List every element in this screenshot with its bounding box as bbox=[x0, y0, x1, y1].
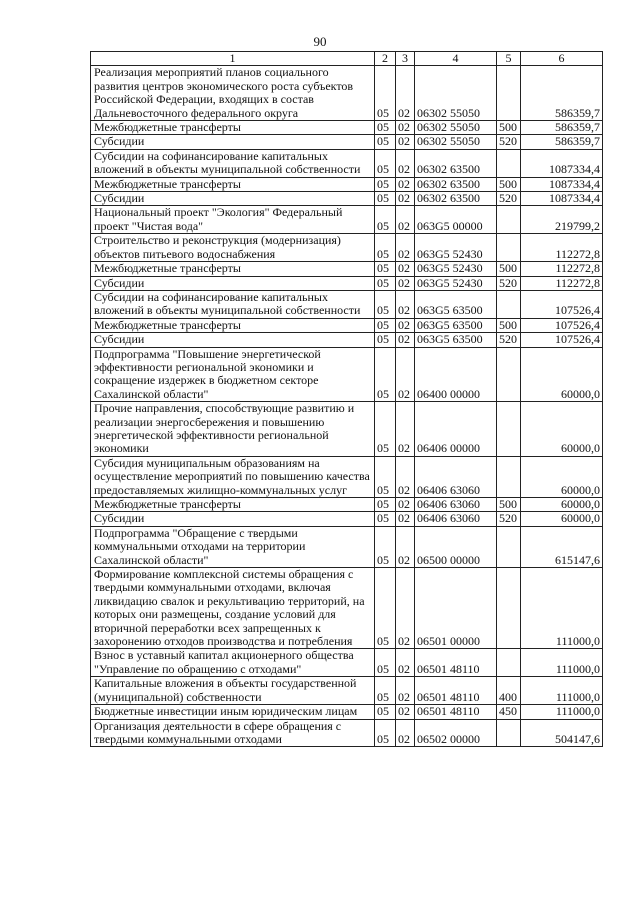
amount: 60000,0 bbox=[521, 512, 603, 526]
page-number: 90 bbox=[313, 34, 327, 49]
section-code: 05 bbox=[375, 206, 396, 234]
target-article-code: 06406 00000 bbox=[415, 402, 497, 457]
table-row bbox=[91, 318, 603, 332]
section-code: 05 bbox=[375, 262, 396, 276]
subsection-code: 02 bbox=[396, 66, 415, 121]
expense-type-code: 500 bbox=[497, 262, 521, 276]
expense-type-code bbox=[497, 206, 521, 234]
table-row bbox=[91, 649, 603, 677]
subsection-code: 02 bbox=[396, 149, 415, 177]
row-name: Субсидия муниципальным образованиям на осуществление мероприятий по повышению качества предоставляемых жилищно-коммунальных услуг bbox=[91, 456, 375, 497]
target-article-code: 06502 00000 bbox=[415, 719, 497, 747]
subsection-code: 02 bbox=[396, 526, 415, 567]
row-name: Межбюджетные трансферты bbox=[91, 177, 375, 191]
row-name: Межбюджетные трансферты bbox=[91, 121, 375, 135]
expense-type-code: 500 bbox=[497, 177, 521, 191]
section-code: 05 bbox=[375, 705, 396, 719]
table-row bbox=[91, 347, 603, 402]
header-cell: 6 bbox=[521, 52, 603, 66]
target-article-code: 063G5 63500 bbox=[415, 333, 497, 347]
row-name: Национальный проект "Экология" Федеральный проект "Чистая вода" bbox=[91, 206, 375, 234]
expense-type-code: 500 bbox=[497, 121, 521, 135]
table-row bbox=[91, 234, 603, 262]
expense-type-code: 500 bbox=[497, 318, 521, 332]
header-cell: 5 bbox=[497, 52, 521, 66]
expense-type-code: 520 bbox=[497, 276, 521, 290]
target-article-code: 06500 00000 bbox=[415, 526, 497, 567]
expense-type-code: 520 bbox=[497, 135, 521, 149]
section-code: 05 bbox=[375, 149, 396, 177]
amount: 112272,8 bbox=[521, 234, 603, 262]
target-article-code: 063G5 63500 bbox=[415, 290, 497, 318]
target-article-code: 06302 55050 bbox=[415, 135, 497, 149]
subsection-code: 02 bbox=[396, 234, 415, 262]
target-article-code: 06501 48110 bbox=[415, 649, 497, 677]
table-row bbox=[91, 276, 603, 290]
amount: 586359,7 bbox=[521, 135, 603, 149]
amount: 60000,0 bbox=[521, 402, 603, 457]
expense-type-code bbox=[497, 568, 521, 649]
target-article-code: 06501 00000 bbox=[415, 568, 497, 649]
amount: 1087334,4 bbox=[521, 177, 603, 191]
target-article-code: 063G5 00000 bbox=[415, 206, 497, 234]
row-name: Субсидии bbox=[91, 512, 375, 526]
row-name: Прочие направления, способствующие развитию и реализации энергосбережения и повышению энергетической эффективности региональной экономики bbox=[91, 402, 375, 457]
expense-type-code bbox=[497, 234, 521, 262]
expense-type-code: 500 bbox=[497, 498, 521, 512]
subsection-code: 02 bbox=[396, 512, 415, 526]
section-code: 05 bbox=[375, 568, 396, 649]
section-code: 05 bbox=[375, 456, 396, 497]
row-name: Строительство и реконструкция (модернизация) объектов питьевого водоснабжения bbox=[91, 234, 375, 262]
amount: 60000,0 bbox=[521, 456, 603, 497]
expense-type-code bbox=[497, 649, 521, 677]
subsection-code: 02 bbox=[396, 121, 415, 135]
subsection-code: 02 bbox=[396, 498, 415, 512]
target-article-code: 06406 63060 bbox=[415, 456, 497, 497]
header-row bbox=[91, 52, 603, 66]
row-name: Субсидии bbox=[91, 192, 375, 206]
row-name: Капитальные вложения в объекты государственной (муниципальной) собственности bbox=[91, 677, 375, 705]
table-row bbox=[91, 512, 603, 526]
row-name: Межбюджетные трансферты bbox=[91, 262, 375, 276]
amount: 586359,7 bbox=[521, 121, 603, 135]
amount: 1087334,4 bbox=[521, 149, 603, 177]
section-code: 05 bbox=[375, 135, 396, 149]
expense-type-code bbox=[497, 149, 521, 177]
table-row bbox=[91, 498, 603, 512]
amount: 112272,8 bbox=[521, 262, 603, 276]
amount: 504147,6 bbox=[521, 719, 603, 747]
expense-type-code: 520 bbox=[497, 512, 521, 526]
target-article-code: 06302 63500 bbox=[415, 192, 497, 206]
section-code: 05 bbox=[375, 402, 396, 457]
row-name: Субсидии bbox=[91, 333, 375, 347]
row-name: Формирование комплексной системы обращения с твердыми коммунальными отходами, включая ликвидацию свалок и рекультивацию территорий, на которых они размещены, создание условий для вторичной переработки всех запрещенных к захоронению отходов производства и потребления bbox=[91, 568, 375, 649]
table-row bbox=[91, 192, 603, 206]
target-article-code: 063G5 52430 bbox=[415, 276, 497, 290]
table-row bbox=[91, 66, 603, 121]
section-code: 05 bbox=[375, 512, 396, 526]
section-code: 05 bbox=[375, 276, 396, 290]
subsection-code: 02 bbox=[396, 333, 415, 347]
section-code: 05 bbox=[375, 333, 396, 347]
subsection-code: 02 bbox=[396, 206, 415, 234]
header-cell: 4 bbox=[415, 52, 497, 66]
target-article-code: 06501 48110 bbox=[415, 705, 497, 719]
header-cell: 3 bbox=[396, 52, 415, 66]
subsection-code: 02 bbox=[396, 677, 415, 705]
header-cell: 1 bbox=[91, 52, 375, 66]
section-code: 05 bbox=[375, 677, 396, 705]
table-row bbox=[91, 135, 603, 149]
table-row bbox=[91, 177, 603, 191]
section-code: 05 bbox=[375, 177, 396, 191]
table-row bbox=[91, 719, 603, 747]
table-row bbox=[91, 149, 603, 177]
table-row bbox=[91, 677, 603, 705]
amount: 107526,4 bbox=[521, 333, 603, 347]
header-cell: 2 bbox=[375, 52, 396, 66]
row-name: Субсидии на софинансирование капитальных вложений в объекты муниципальной собственности bbox=[91, 149, 375, 177]
section-code: 05 bbox=[375, 649, 396, 677]
subsection-code: 02 bbox=[396, 456, 415, 497]
section-code: 05 bbox=[375, 66, 396, 121]
section-code: 05 bbox=[375, 719, 396, 747]
table-row bbox=[91, 705, 603, 719]
expense-type-code bbox=[497, 526, 521, 567]
subsection-code: 02 bbox=[396, 276, 415, 290]
target-article-code: 063G5 52430 bbox=[415, 262, 497, 276]
row-name: Субсидии на софинансирование капитальных вложений в объекты муниципальной собственности bbox=[91, 290, 375, 318]
target-article-code: 06302 55050 bbox=[415, 121, 497, 135]
expense-type-code bbox=[497, 66, 521, 121]
row-name: Взнос в уставный капитал акционерного общества "Управление по обращению с отходами" bbox=[91, 649, 375, 677]
row-name: Организация деятельности в сфере обращения с твердыми коммунальными отходами bbox=[91, 719, 375, 747]
amount: 60000,0 bbox=[521, 498, 603, 512]
subsection-code: 02 bbox=[396, 177, 415, 191]
section-code: 05 bbox=[375, 347, 396, 402]
amount: 107526,4 bbox=[521, 290, 603, 318]
table-row bbox=[91, 568, 603, 649]
amount: 107526,4 bbox=[521, 318, 603, 332]
target-article-code: 06406 63060 bbox=[415, 498, 497, 512]
section-code: 05 bbox=[375, 526, 396, 567]
row-name: Межбюджетные трансферты bbox=[91, 498, 375, 512]
section-code: 05 bbox=[375, 121, 396, 135]
section-code: 05 bbox=[375, 318, 396, 332]
subsection-code: 02 bbox=[396, 262, 415, 276]
amount: 60000,0 bbox=[521, 347, 603, 402]
table-row bbox=[91, 456, 603, 497]
table-row bbox=[91, 290, 603, 318]
subsection-code: 02 bbox=[396, 719, 415, 747]
amount: 112272,8 bbox=[521, 276, 603, 290]
expense-type-code: 520 bbox=[497, 333, 521, 347]
amount: 111000,0 bbox=[521, 568, 603, 649]
target-article-code: 063G5 52430 bbox=[415, 234, 497, 262]
subsection-code: 02 bbox=[396, 192, 415, 206]
expense-type-code: 520 bbox=[497, 192, 521, 206]
target-article-code: 06302 55050 bbox=[415, 66, 497, 121]
expense-type-code: 450 bbox=[497, 705, 521, 719]
amount: 1087334,4 bbox=[521, 192, 603, 206]
subsection-code: 02 bbox=[396, 649, 415, 677]
target-article-code: 06302 63500 bbox=[415, 177, 497, 191]
amount: 111000,0 bbox=[521, 649, 603, 677]
amount: 615147,6 bbox=[521, 526, 603, 567]
expense-type-code bbox=[497, 719, 521, 747]
row-name: Реализация мероприятий планов социального развития центров экономического роста субъектов Российской Федерации, входящих в состав Дальневосточного федерального округа bbox=[91, 66, 375, 121]
target-article-code: 06406 63060 bbox=[415, 512, 497, 526]
row-name: Субсидии bbox=[91, 135, 375, 149]
subsection-code: 02 bbox=[396, 402, 415, 457]
section-code: 05 bbox=[375, 290, 396, 318]
target-article-code: 06302 63500 bbox=[415, 149, 497, 177]
expense-type-code bbox=[497, 402, 521, 457]
expense-type-code bbox=[497, 290, 521, 318]
amount: 111000,0 bbox=[521, 677, 603, 705]
table-row bbox=[91, 206, 603, 234]
section-code: 05 bbox=[375, 498, 396, 512]
subsection-code: 02 bbox=[396, 705, 415, 719]
subsection-code: 02 bbox=[396, 318, 415, 332]
expense-type-code: 400 bbox=[497, 677, 521, 705]
table-row bbox=[91, 262, 603, 276]
section-code: 05 bbox=[375, 234, 396, 262]
expense-type-code bbox=[497, 347, 521, 402]
subsection-code: 02 bbox=[396, 135, 415, 149]
budget-table bbox=[90, 51, 603, 747]
amount: 111000,0 bbox=[521, 705, 603, 719]
section-code: 05 bbox=[375, 192, 396, 206]
expense-type-code bbox=[497, 456, 521, 497]
table-row bbox=[91, 402, 603, 457]
row-name: Бюджетные инвестиции иным юридическим лицам bbox=[91, 705, 375, 719]
table-row bbox=[91, 121, 603, 135]
amount: 219799,2 bbox=[521, 206, 603, 234]
row-name: Подпрограмма "Повышение энергетической эффективности региональной экономики и сокращение издержек в бюджетном секторе Сахалинской области" bbox=[91, 347, 375, 402]
row-name: Субсидии bbox=[91, 276, 375, 290]
subsection-code: 02 bbox=[396, 347, 415, 402]
row-name: Межбюджетные трансферты bbox=[91, 318, 375, 332]
amount: 586359,7 bbox=[521, 66, 603, 121]
target-article-code: 063G5 63500 bbox=[415, 318, 497, 332]
table-row bbox=[91, 333, 603, 347]
target-article-code: 06501 48110 bbox=[415, 677, 497, 705]
subsection-code: 02 bbox=[396, 568, 415, 649]
table-row bbox=[91, 526, 603, 567]
target-article-code: 06400 00000 bbox=[415, 347, 497, 402]
subsection-code: 02 bbox=[396, 290, 415, 318]
row-name: Подпрограмма "Обращение с твердыми коммунальными отходами на территории Сахалинской области" bbox=[91, 526, 375, 567]
